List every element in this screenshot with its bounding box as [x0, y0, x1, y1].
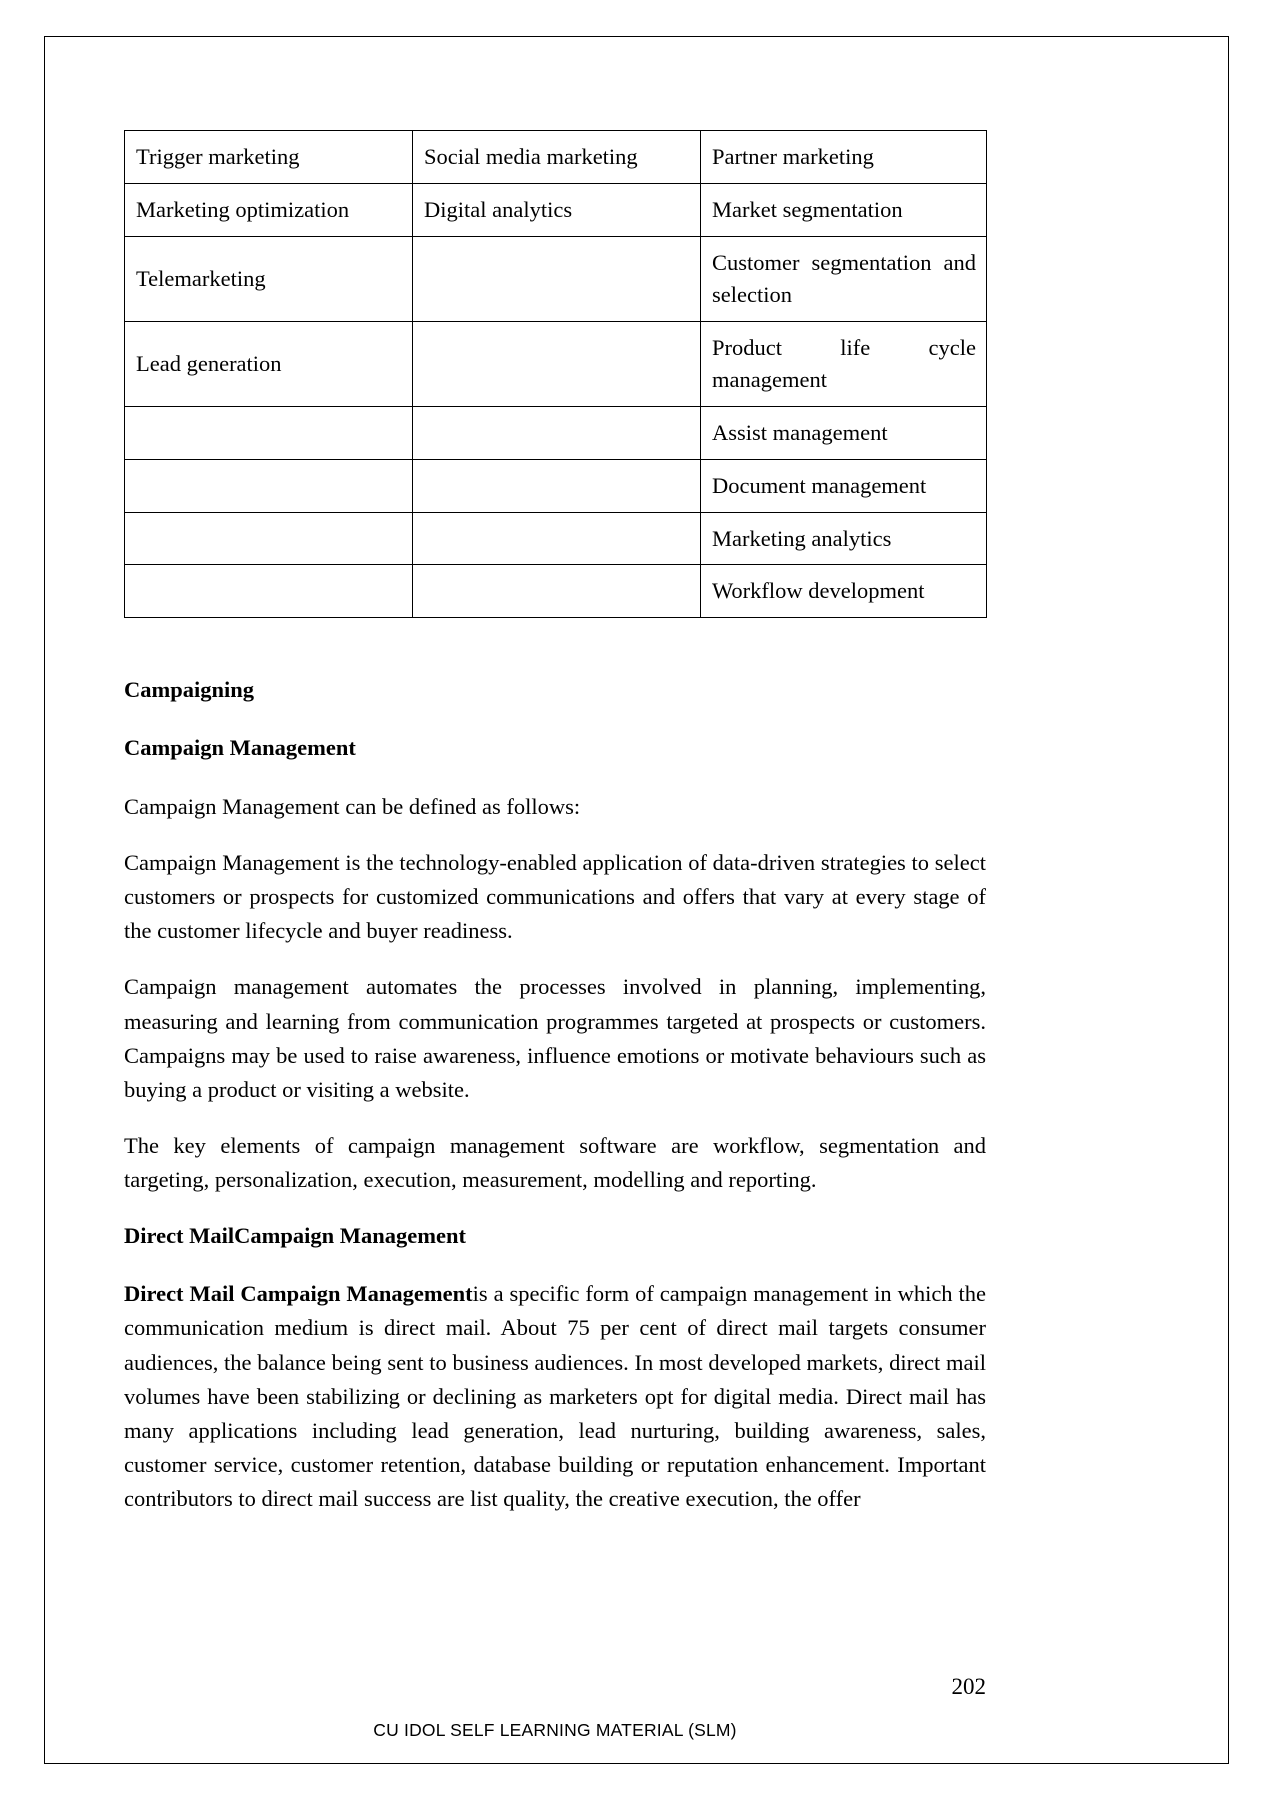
heading-direct-mail-campaign-management: Direct MailCampaign Management: [124, 1222, 467, 1248]
table-cell: Trigger marketing: [125, 131, 413, 184]
table-cell: [701, 236, 987, 321]
spacer: [124, 1252, 986, 1277]
table-cell-line: Customer segmentation and: [712, 249, 976, 275]
paragraph-automates: Campaign management automates the processes involved in planning, implementing, measuring and learning from communication programmes targeted at prospects or customers. Campaigns may be used to raise awareness, influence emotions or motivate behaviours such as buying a product or visiting a website.: [124, 974, 986, 1102]
table-cell: [413, 406, 701, 459]
page-content: [124, 130, 986, 1740]
table-row: [125, 459, 987, 512]
paragraph-intro: Campaign Management can be defined as follows:: [124, 793, 581, 819]
table-cell: Digital analytics: [413, 183, 701, 236]
spacer: [124, 824, 986, 846]
table-cell: [413, 512, 701, 565]
table-cell: [125, 512, 413, 565]
paragraph-definition: Campaign Management is the technology-enabled application of data-driven strategies to select customers or prospects for customized communications and offers that vary at every stage of the customer lifecycle and buyer readiness.: [124, 849, 986, 944]
table-cell: [413, 321, 701, 406]
table-row: [125, 236, 987, 321]
table-cell: Workflow development: [701, 565, 987, 618]
table-row: [125, 565, 987, 618]
paragraph-key-elements: The key elements of campaign management software are workflow, segmentation and targeting, personalization, execution, measurement, modelling and reporting.: [124, 1133, 986, 1193]
spacer: [124, 765, 986, 790]
table-cell: [125, 406, 413, 459]
spacer: [124, 1107, 986, 1129]
table-cell: Lead generation: [125, 321, 413, 406]
table-row: [125, 131, 987, 184]
table-cell: Market segmentation: [701, 183, 987, 236]
paragraph-bold-lead: Direct Mail Campaign Management: [124, 1281, 473, 1307]
table-cell-line: selection: [712, 281, 792, 307]
paragraph-body-text: is a specific form of campaign management in which the communication medium is direct mail. About 75 per cent of direct mail targets consumer audiences, the balance being sent to business audiences. In most developed markets, direct mail volumes have been stabilizing or declining as marketers opt for digital media. Direct mail has many applications including lead generation, lead nurturing, building awareness, sales, customer service, customer retention, database building or reputation enhancement. Important contributors to direct mail success are list quality, the creative execution, the offer: [124, 1281, 986, 1512]
table-row: [125, 406, 987, 459]
table-cell: Assist management: [701, 406, 987, 459]
table-cell: Telemarketing: [125, 236, 413, 321]
table-cell: [413, 459, 701, 512]
table-cell: [413, 236, 701, 321]
table-cell: Marketing analytics: [701, 512, 987, 565]
table-cell: Marketing optimization: [125, 183, 413, 236]
marketing-features-table: [124, 130, 987, 618]
heading-campaign-management: Campaign Management: [124, 735, 356, 760]
table-cell: [701, 321, 987, 406]
table-cell: Partner marketing: [701, 131, 987, 184]
table-cell: Document management: [701, 459, 987, 512]
table-cell: [413, 565, 701, 618]
spacer: [124, 1198, 986, 1220]
page-footer: CU IDOL SELF LEARNING MATERIAL (SLM): [373, 1720, 737, 1740]
table-cell-line: Product life cycle: [712, 334, 976, 360]
spacer: [124, 948, 986, 970]
table-row: [125, 512, 987, 565]
spacer: [124, 707, 986, 732]
heading-campaigning: Campaigning: [124, 677, 255, 703]
spacer: [124, 618, 986, 674]
page-number: 202: [951, 1674, 986, 1699]
table-row: [125, 321, 987, 406]
table-row: [125, 183, 987, 236]
table-cell: [125, 565, 413, 618]
table-cell: Social media marketing: [413, 131, 701, 184]
table-cell-line: management: [712, 366, 827, 392]
table-cell: [125, 459, 413, 512]
paragraph-direct-mail: [124, 1277, 986, 1516]
